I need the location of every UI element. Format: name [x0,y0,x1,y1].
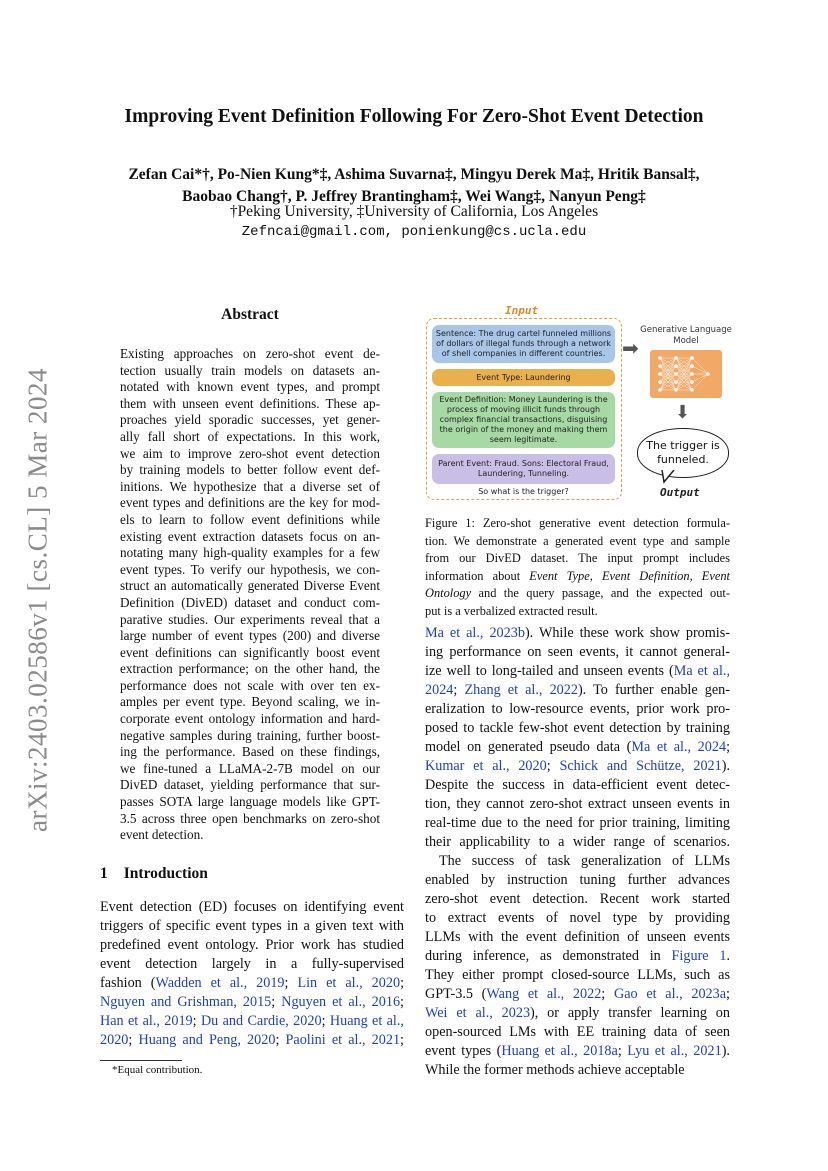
text-line [425,985,730,1004]
abstract-line: DivED dataset, yielding performance that sur- [120,777,380,793]
text-line [425,550,730,568]
text-span: ; [400,975,405,991]
text-line [425,966,730,985]
arxiv-identifier: arXiv:2403.02586v1 [cs.CL] 5 Mar 2024 [22,368,53,832]
citation-link[interactable]: Huang and Peng, 2020 [138,1032,276,1048]
abstract-line: passes SOTA large language models like GPT- [120,794,380,810]
figure-caption [425,515,730,621]
text-span: real-time due to the need for prior training, limiting [425,815,730,831]
text-line [425,776,730,795]
abstract-line: event types and definitions are the key for mod- [120,495,380,511]
text-line [425,833,730,852]
authors-line-1: Zefan Cai*†, Po-Nien Kung*‡, Ashima Suvarna‡, Mingyu Derek Ma‡, Hritik Bansal‡, [128,166,700,183]
text-span: ; [726,986,730,1002]
text-line [100,955,404,974]
figure-input-label: Input [505,304,539,317]
text-span: ; [617,1043,628,1059]
text-span: ; [726,739,731,755]
citation-link[interactable]: Ma et al., 2023b [425,625,525,641]
affiliations: †Peking University, ‡University of California, Los Angeles [229,203,599,220]
text-line [425,515,730,533]
text-line [425,738,730,757]
abstract-line: by training models to better follow event def- [120,462,380,478]
abstract-line: ing the performance. Based on these findings, [120,744,380,760]
figure-output-label: Output [660,486,700,499]
text-span: tion, they cannot zero-shot extract unseen events in [425,796,730,812]
text-span: ). To further enable gen- [577,682,730,698]
italic-term: Event Definition [601,568,690,583]
text-span: ; [192,1013,201,1029]
text-span: ), or apply transfer learning on [530,1005,730,1021]
footnote-rule [100,1060,182,1061]
text-span: tion. We demonstrate a generated event type and sample [425,533,730,548]
abstract-line: event detection. [120,827,204,843]
section-number: 1 [100,865,108,882]
abstract-line: Definition (DivED) dataset and conduct com- [120,594,380,610]
abstract-line: performance does not scale with over ten ex- [120,677,380,693]
text-line [425,757,730,776]
abstract-body [120,346,380,844]
text-span: ; [128,1032,139,1048]
text-line [425,852,730,871]
italic-term: Event Type [529,568,590,583]
figure-answer-text: The trigger is funneled. [646,439,720,466]
italic-term: Event [701,568,730,583]
text-line [425,568,730,586]
author-emails: Zefncai@gmail.com, ponienkung@cs.ucla.edu [241,224,587,240]
text-span: ; [275,1032,286,1048]
figure-question-text: So what is the trigger? [478,487,569,496]
text-line [425,871,730,890]
text-span: during inference, as demonstrated in [425,948,672,964]
citation-link[interactable]: Nguyen et al., 2016 [281,994,401,1010]
text-line [425,681,730,700]
abstract-line: tection usually train models on datasets an- [120,362,380,378]
citation-link[interactable]: Wang et al., 2022 [486,986,602,1002]
text-span: ; [546,758,560,774]
citation-link[interactable]: Han et al., 2019 [100,1013,193,1029]
abstract-line: notating many high-quality examples for a few [120,545,380,561]
abstract-line: existing event extraction datasets focus on an- [120,528,380,544]
introduction-body [100,898,404,1050]
text-span: ; [321,1013,330,1029]
citation-link[interactable]: Ma et al., 2024 [631,739,727,755]
text-span: Figure 1: Zero-shot generative event detection formula- [425,516,730,530]
citation-link[interactable]: Paolini et al., 2021 [285,1032,401,1048]
citation-link[interactable]: Lyu et al., 2021 [627,1043,722,1059]
citation-link[interactable]: Huang et al., 2018a [501,1043,618,1059]
text-span: ; [271,994,282,1010]
text-line [425,533,730,551]
speech-tail-icon [660,470,680,484]
citation-link[interactable]: Wadden et al., 2019 [155,975,285,991]
figure-event-definition-box [432,392,615,448]
text-line [425,1061,730,1080]
abstract-line: amples per event type. Beyond scaling, we in- [120,694,380,710]
figure-parent-event-text: Parent Event: Fraud. Sons: Electoral Fraud, Laundering, Tunneling. [438,459,609,478]
text-span: They either prompt closed-source LLMs, such as [425,967,730,983]
italic-term: Ontology [425,586,472,601]
text-span: zero-shot event detection. Recent work started [425,891,730,907]
authors-line-2: Baobao Chang†, P. Jeffrey Brantingham‡, Wei Wang‡, Nanyun Peng‡ [182,188,646,205]
text-line [100,993,404,1012]
section-title: Introduction [123,865,208,882]
abstract-line: extraction performance; on the other hand, the [120,661,380,677]
text-line [425,700,730,719]
text-span: information about [425,568,530,583]
abstract-line: we fine-tuned a LLaMA-2-7B model on our [120,760,380,776]
text-span: fashion ( [100,975,156,991]
text-line [425,795,730,814]
abstract-line: event types. To verify our hypothesis, we con- [120,561,380,577]
citation-link[interactable]: Gao et al., 2023a [613,986,727,1002]
abstract-line: them with unseen event definitions. These ap- [120,395,380,411]
citation-link[interactable]: 2020 [100,1032,129,1048]
footnote: *Equal contribution. [112,1064,203,1076]
text-line [100,898,404,917]
section-heading-introduction [100,865,208,883]
text-line [425,1004,730,1023]
figure-event-type-box [432,369,615,386]
text-span: open-sourced LMs with EE training data of seen [425,1024,730,1040]
right-arrow-icon: ➡ [622,336,639,360]
text-line [100,936,404,955]
down-arrow-icon: ⬇ [675,402,691,423]
abstract-line: large number of event types (200) and diverse [120,628,380,644]
text-line [425,643,730,662]
text-line [425,909,730,928]
abstract-line: Existing approaches on zero-shot event de- [120,346,380,361]
abstract-line: 3.5 across three open benchmarks on zero-shot [120,810,380,826]
text-span: their applicability to a wider range of scenarios. [425,834,730,850]
text-line [425,585,730,603]
text-line [425,890,730,909]
text-line [425,928,730,947]
text-line [425,719,730,738]
text-line [425,662,730,681]
abstract-line: parative studies. Our experiments reveal that a [120,611,380,627]
text-span: enabled by instruction tuning further advances [425,872,730,888]
text-span: LLMs with the event definition of unseen events [425,929,730,945]
text-line [425,603,730,621]
figure-event-type-text: Event Type: Laundering [476,372,571,382]
text-span: ing performance on seen events, it cannot general- [425,644,730,660]
text-line [100,917,404,936]
text-span: ; [453,682,465,698]
text-span: triggers of specific event types in a given text with [100,918,404,934]
text-line [100,974,404,993]
citation-link[interactable]: Nguyen and Grishman, 2015 [100,994,272,1010]
text-span: . [726,948,731,964]
right-column-body [425,624,730,1080]
author-list [60,164,768,208]
text-span: event types ( [425,1043,502,1059]
text-line [425,624,730,643]
arxiv-sidebar [18,360,58,840]
abstract-line: proaches yield sporadic successes, yet gener- [120,412,380,428]
text-span: predefined event ontology. Prior work has studied [100,937,404,953]
text-span: event detection largely in a fully-supervised [100,956,404,972]
text-span: The success of task generalization of LLMs [439,853,730,869]
figure-question [432,486,615,498]
text-span: While the former methods achieve acceptable [425,1062,685,1078]
text-line [425,1042,730,1061]
abstract-line: struct an automatically generated Diverse Event [120,578,380,594]
text-span: ). [721,1043,730,1059]
neural-network-graphic [650,350,722,398]
citation-link[interactable]: Zhang et al., 2022 [464,682,578,698]
text-span: ; [284,975,298,991]
abstract-line: negative samples during training, further boost- [120,727,380,743]
citation-link[interactable]: Huang et al., [329,1013,404,1029]
abstract-line: corporate event ontology information and hard- [120,711,380,727]
text-span: , [689,568,702,583]
abstract-line: initions. We hypothesize that a diverse set of [120,478,380,494]
abstract-line: we aim to improve zero-shot event detection [120,445,380,461]
text-span: posed to tackle few-shot event detection by training [425,720,730,736]
citation-link[interactable]: Kumar et al., 2020 [425,758,547,774]
text-span: ). [721,758,731,774]
abstract-line: ally fall short of expectations. In this work, [120,428,380,444]
abstract-line: els to learn to follow event definitions while [120,511,380,527]
text-span: eralization to low-resource events, prior work pro- [425,701,730,717]
figure-sentence-text: Sentence: The drug cartel funneled millions of dollars of illegal funds through a network of shell companies in different countries. [435,329,612,358]
text-span: put is a verbalized extracted result. [425,603,598,618]
citation-link[interactable]: Lin et al., 2020 [297,975,401,991]
figure-model-label: Generative Language Model [640,325,732,346]
citation-link[interactable]: Figure 1 [671,948,727,964]
text-span: ; [601,986,614,1002]
text-span: ; [400,994,404,1010]
text-line [100,1012,404,1031]
text-line [425,814,730,833]
citation-link[interactable]: Schick and Schütze, 2021 [559,758,722,774]
abstract-line: event definitions can significantly boost event [120,644,380,660]
abstract-heading: Abstract [221,306,279,323]
figure-parent-event-box [432,454,615,484]
figure-answer-bubble [637,428,729,478]
citation-link[interactable]: Ma et al., [673,663,731,679]
text-line [425,947,730,966]
text-span: and the query passage, and the expected out- [471,586,730,601]
text-span: Despite the success in data-efficient event detec- [425,777,730,793]
figure-event-definition-text: Event Definition: Money Laundering is the process of moving illicit funds through complex financial transactions, disguising the origin of the money and making them seem legitimate. [439,395,608,444]
text-span: , [589,568,602,583]
citation-link[interactable]: Du and Cardie, 2020 [200,1013,322,1029]
text-span: from our DivED dataset. The input prompt includes [425,551,730,566]
citation-link[interactable]: Wei et al., 2023 [425,1005,531,1021]
paper-title: Improving Event Definition Following For Zero-Shot Event Detection [124,106,704,127]
text-line [100,1031,404,1050]
abstract-line: notated with known event types, and prompt [120,379,380,395]
text-span: Event detection (ED) focuses on identifying event [100,899,404,915]
text-span: ; [400,1032,404,1048]
neural-network-icon [650,350,722,398]
text-span: ize well to long-tailed and unseen events ( [425,663,674,679]
text-span: model on generated pseudo data ( [425,739,632,755]
text-span: ). While these work show promis- [524,625,730,641]
text-line [425,1023,730,1042]
citation-link[interactable]: 2024 [425,682,454,698]
text-span: to extract events of novel type by providing [425,910,730,926]
text-span: GPT-3.5 ( [425,986,487,1002]
figure-sentence-box [432,325,615,363]
